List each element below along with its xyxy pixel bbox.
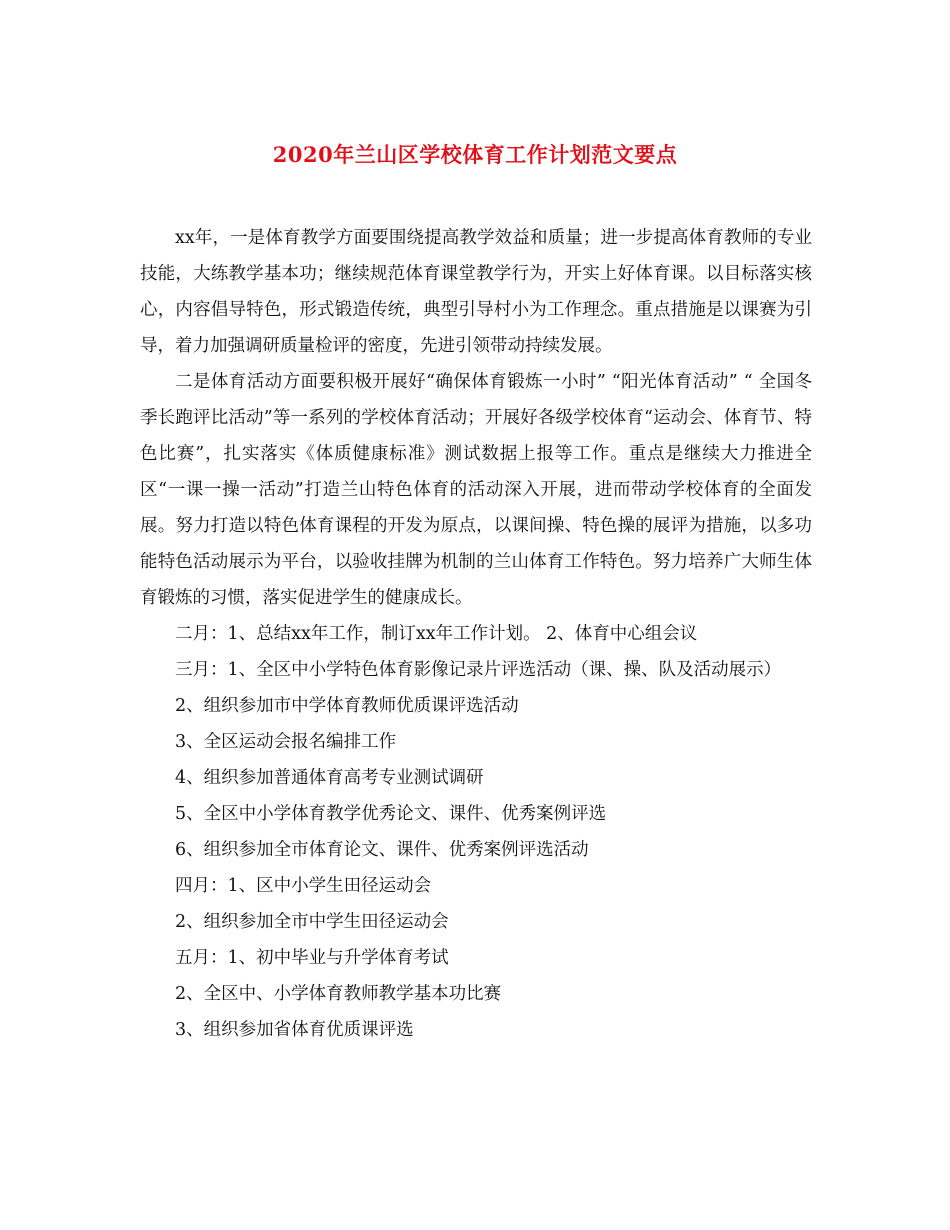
paragraph-activities: 二是体育活动方面要积极开展好“确保体育锻炼一小时” “阳光体育活动” “ 全国冬季长跑评比活动”等一系列的学校体育活动；开展好各级学校体育“运动会、体育节、特色比赛”，扎实落实《体质健康标准》测试数据上报等工作。重点是继续大力推进全区“一课一操一活动”打造兰山特色体育的活动深入开展，进而带动学校体育的全面发展。努力打造以特色体育课程的开发为原点，以课间操、特色操的展评为措施，以多功能特色活动展示为平台，以验收挂牌为机制的兰山体育工作特色。努力培养广大师生体育锻炼的习惯，落实促进学生的健康成长。 (140, 372, 812, 608)
schedule-item: 6、组织参加全市体育论文、课件、优秀案例评选活动 (175, 840, 589, 860)
paragraph-teaching: xx年，一是体育教学方面要围绕提高教学效益和质量；进一步提高体育教师的专业技能，大练教学基本功；继续规范体育课堂教学行为，开实上好体育课。以目标落实核心，内容倡导特色，形式锻造传统，典型引导村小为工作理念。重点措施是以课赛为引导，着力加强调研质量检评的密度，先进引领带动持续发展。 (140, 228, 812, 356)
schedule-item: 4、组织参加普通体育高考专业测试调研 (175, 768, 484, 788)
schedule-item-march: 三月：1、全区中小学特色体育影像记录片评选活动（课、操、队及活动展示） (175, 660, 782, 680)
schedule-item: 2、组织参加市中学体育教师优质课评选活动 (175, 696, 519, 716)
schedule-item: 3、全区运动会报名编排工作 (175, 732, 397, 752)
schedule-item-may: 五月：1、初中毕业与升学体育考试 (175, 948, 449, 968)
schedule-item: 3、组织参加省体育优质课评选 (175, 1020, 414, 1040)
schedule-item: 2、全区中、小学体育教师教学基本功比赛 (175, 984, 502, 1004)
schedule-item-february: 二月：1、总结xx年工作，制订xx年工作计划。 2、体育中心组会议 (175, 624, 698, 644)
schedule-item: 5、全区中小学体育教学优秀论文、课件、优秀案例评选 (175, 804, 607, 824)
document-body (140, 220, 812, 1048)
document-title: 2020年兰山区学校体育工作计划范文要点 (272, 142, 678, 167)
schedule-item-april: 四月：1、区中小学生田径运动会 (175, 876, 432, 896)
schedule-item: 2、组织参加全市中学生田径运动会 (175, 912, 449, 932)
